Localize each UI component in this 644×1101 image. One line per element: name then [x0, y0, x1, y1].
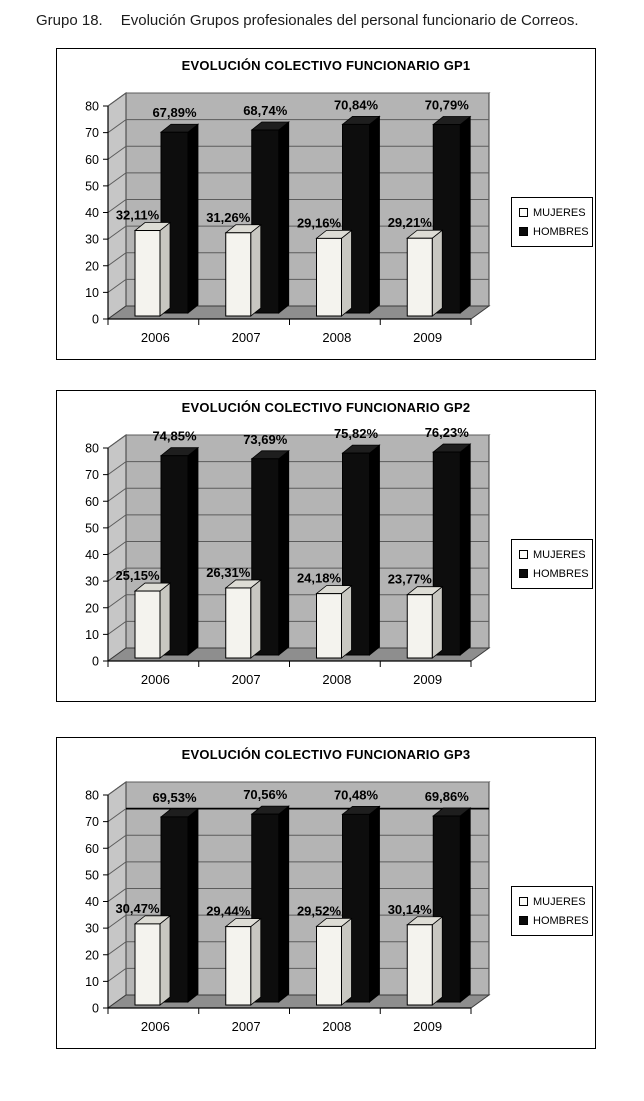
chart-title-gp1: EVOLUCIÓN COLECTIVO FUNCIONARIO GP1	[181, 58, 471, 73]
category-label: 2008	[322, 330, 352, 345]
legend-label-mujeres: MUJERES	[533, 206, 586, 219]
mujeres-value-label: 26,31%	[206, 564, 251, 580]
bar-mujeres-2008-side	[342, 918, 352, 1005]
mujeres-value-label: 23,77%	[387, 571, 432, 587]
y-tick-label: 80	[85, 441, 99, 456]
hombres-value-label: 70,79%	[424, 97, 469, 113]
category-label: 2007	[231, 1019, 261, 1034]
y-tick-label: 30	[85, 232, 99, 247]
bar-mujeres-2007-front	[226, 927, 251, 1005]
mujeres-swatch-icon	[519, 208, 528, 217]
bar-mujeres-2006-side	[160, 583, 170, 658]
mujeres-swatch-icon	[519, 897, 528, 906]
hombres-value-label: 68,74%	[243, 102, 288, 118]
bar-hombres-2009-side	[460, 808, 470, 1002]
hombres-value-label: 69,86%	[424, 788, 469, 804]
category-label: 2008	[322, 1019, 352, 1034]
hombres-value-label: 74,85%	[152, 428, 197, 444]
bar-mujeres-2009-front	[407, 925, 432, 1005]
bar-mujeres-2007-side	[251, 225, 261, 316]
bar-hombres-2007-side	[279, 122, 289, 313]
bar-hombres-2006-side	[188, 809, 198, 1002]
legend-item-mujeres	[519, 203, 592, 222]
bar-hombres-2008-side	[370, 445, 380, 655]
y-tick-label: 70	[85, 468, 99, 483]
bar-mujeres-2006-side	[160, 916, 170, 1005]
mujeres-value-label: 29,52%	[296, 903, 342, 919]
legend-item-hombres	[519, 564, 592, 583]
bar-mujeres-2007-front	[226, 588, 251, 658]
bar-mujeres-2009-side	[432, 587, 442, 658]
bar-mujeres-2007-front	[226, 233, 251, 316]
hombres-value-label: 69,53%	[152, 789, 197, 805]
y-tick-label: 80	[85, 99, 99, 114]
bar-mujeres-2006-front	[135, 591, 160, 658]
y-tick-label: 60	[85, 494, 99, 509]
bar-mujeres-2008-side	[342, 586, 352, 658]
bar-mujeres-2007-side	[251, 580, 261, 658]
legend-gp1	[511, 197, 593, 247]
mujeres-value-label: 29,16%	[296, 215, 342, 231]
category-label: 2006	[140, 330, 170, 345]
y-tick-label: 20	[85, 259, 99, 274]
legend-item-mujeres	[519, 545, 592, 564]
heading-title-text: Evolución Grupos profesionales del personal funcionario de Correos.	[120, 12, 579, 29]
y-tick-label: 70	[85, 815, 99, 830]
bar-hombres-2008-side	[370, 116, 380, 313]
legend-label-mujeres: MUJERES	[533, 548, 586, 561]
legend-item-hombres	[519, 911, 592, 930]
y-tick-label: 30	[85, 574, 99, 589]
legend-gp3	[511, 886, 593, 936]
category-label: 2009	[413, 672, 443, 687]
hombres-swatch-icon	[519, 569, 528, 578]
y-tick-label: 10	[85, 974, 99, 989]
hombres-value-label: 76,23%	[424, 425, 469, 441]
chart-gp1	[56, 48, 596, 360]
y-tick-label: 60	[85, 152, 99, 167]
legend-label-hombres: HOMBRES	[533, 914, 589, 927]
legend-item-hombres	[519, 222, 592, 241]
y-tick-label: 20	[85, 601, 99, 616]
mujeres-value-label: 30,14%	[387, 901, 432, 917]
bar-hombres-2006-side	[188, 124, 198, 313]
legend-label-hombres: HOMBRES	[533, 567, 589, 580]
bar-mujeres-2008-side	[342, 230, 352, 316]
mujeres-value-label: 29,44%	[206, 903, 251, 919]
heading-group-label: Grupo 18.	[36, 12, 103, 29]
bar-mujeres-2008-front	[317, 926, 342, 1005]
mujeres-value-label: 29,21%	[387, 215, 432, 231]
hombres-value-label: 70,56%	[243, 787, 288, 803]
y-tick-label: 60	[85, 841, 99, 856]
bar-mujeres-2008-front	[317, 594, 342, 658]
bar-mujeres-2009-side	[432, 917, 442, 1005]
y-tick-label: 70	[85, 126, 99, 141]
hombres-value-label: 70,48%	[333, 787, 379, 803]
mujeres-value-label: 32,11%	[115, 207, 160, 223]
bar-hombres-2008-side	[370, 806, 380, 1002]
mujeres-value-label: 31,26%	[206, 209, 251, 225]
bar-mujeres-2009-front	[407, 238, 432, 316]
legend-label-mujeres: MUJERES	[533, 895, 586, 908]
mujeres-value-label: 30,47%	[115, 900, 160, 916]
chart-title-gp3: EVOLUCIÓN COLECTIVO FUNCIONARIO GP3	[181, 747, 471, 762]
legend-item-mujeres	[519, 892, 592, 911]
hombres-value-label: 70,84%	[333, 97, 379, 113]
bar-mujeres-2008-front	[317, 238, 342, 316]
legend-gp2	[511, 539, 593, 589]
bar-mujeres-2006-front	[135, 231, 160, 316]
bar-hombres-2006-side	[188, 448, 198, 655]
hombres-swatch-icon	[519, 916, 528, 925]
category-label: 2009	[413, 1019, 443, 1034]
page-heading	[36, 12, 578, 29]
y-tick-label: 50	[85, 868, 99, 883]
chart-gp3	[56, 737, 596, 1049]
y-tick-label: 40	[85, 548, 99, 562]
bar-mujeres-2009-front	[407, 595, 432, 658]
legend-label-hombres: HOMBRES	[533, 225, 589, 238]
y-tick-label: 80	[85, 788, 99, 803]
bar-hombres-2007-side	[279, 806, 289, 1002]
category-label: 2008	[322, 672, 352, 687]
category-label: 2006	[140, 1019, 170, 1034]
hombres-value-label: 73,69%	[243, 431, 288, 447]
category-label: 2007	[231, 330, 261, 345]
category-label: 2006	[140, 672, 170, 687]
hombres-value-label: 75,82%	[333, 426, 379, 442]
mujeres-value-label: 24,18%	[296, 570, 342, 586]
y-tick-label: 0	[92, 1001, 99, 1016]
y-tick-label: 0	[92, 654, 99, 669]
bar-hombres-2007-side	[279, 451, 289, 655]
y-tick-label: 10	[85, 627, 99, 642]
category-label: 2009	[413, 330, 443, 345]
y-tick-label: 40	[85, 206, 99, 220]
bar-mujeres-2007-side	[251, 919, 261, 1005]
chart-title-gp2: EVOLUCIÓN COLECTIVO FUNCIONARIO GP2	[181, 400, 471, 415]
hombres-swatch-icon	[519, 227, 528, 236]
category-label: 2007	[231, 672, 261, 687]
y-tick-label: 0	[92, 312, 99, 327]
hombres-value-label: 67,89%	[152, 105, 197, 121]
mujeres-swatch-icon	[519, 550, 528, 559]
y-tick-label: 40	[85, 895, 99, 909]
bar-hombres-2009-side	[460, 117, 470, 313]
y-tick-label: 20	[85, 948, 99, 963]
chart-gp2	[56, 390, 596, 702]
mujeres-value-label: 25,15%	[115, 568, 160, 584]
y-tick-label: 50	[85, 179, 99, 194]
y-tick-label: 10	[85, 285, 99, 300]
bar-mujeres-2006-side	[160, 223, 170, 316]
y-tick-label: 30	[85, 921, 99, 936]
y-tick-label: 50	[85, 521, 99, 536]
bar-mujeres-2006-front	[135, 924, 160, 1005]
bar-hombres-2009-side	[460, 444, 470, 655]
bar-mujeres-2009-side	[432, 230, 442, 316]
